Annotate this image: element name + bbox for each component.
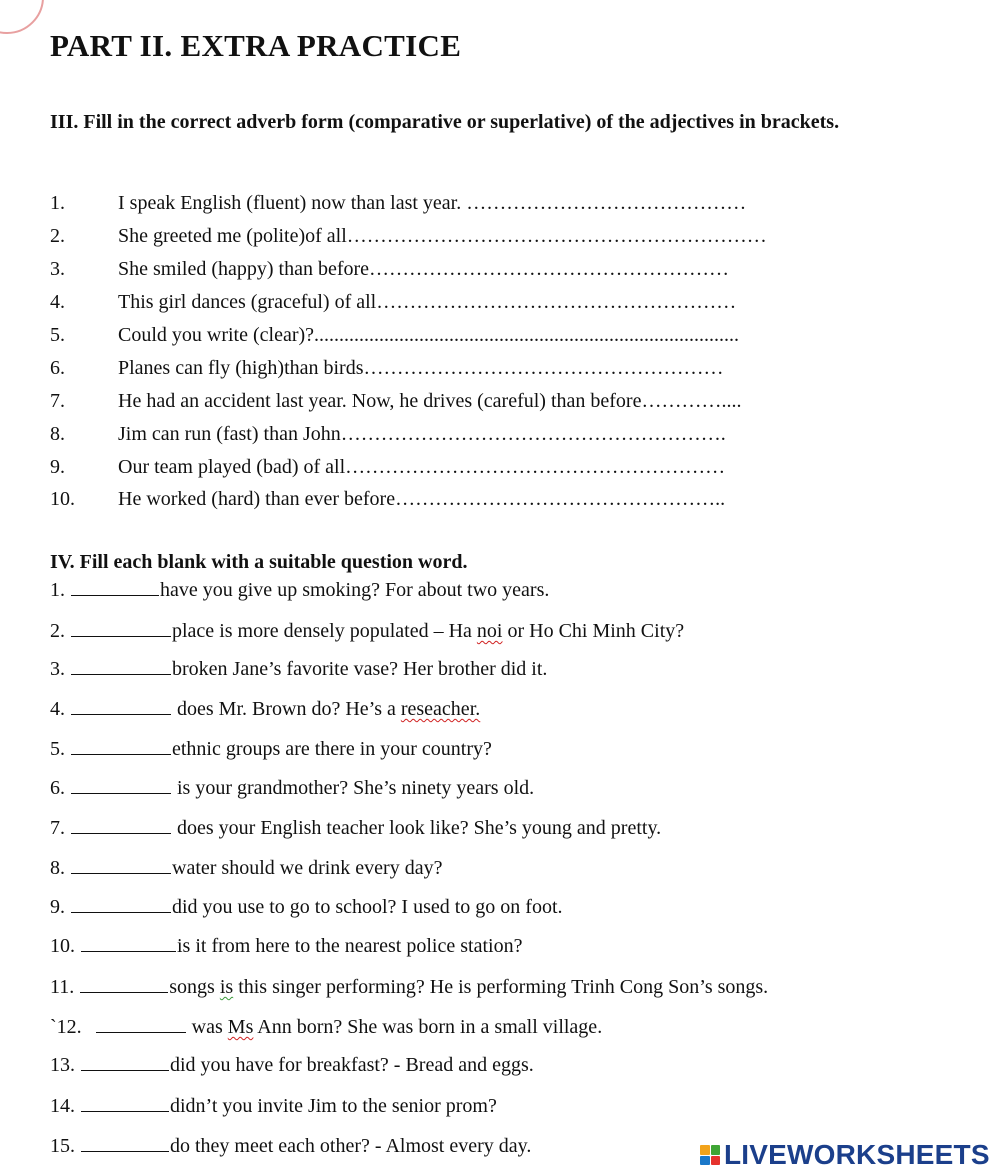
item-text: Our team played (bad) of all…………………………………………………: [118, 456, 726, 478]
item-number: 14.: [50, 1095, 75, 1117]
item-text: water should we drink every day?: [172, 857, 443, 879]
exercise-iii-item: [50, 257, 729, 281]
item-number: `12.: [50, 1016, 82, 1038]
item-text: have you give up smoking? For about two years.: [160, 579, 550, 601]
item-text: She smiled (happy) than before………………………………………………: [118, 258, 730, 280]
answer-blank[interactable]: [96, 1016, 186, 1033]
page-title: PART II. EXTRA PRACTICE: [50, 28, 462, 63]
answer-blank[interactable]: [71, 658, 171, 675]
item-number: 3.: [50, 658, 65, 680]
exercise-iv-item: [50, 1094, 497, 1118]
item-number: 13.: [50, 1054, 75, 1076]
answer-blank[interactable]: [71, 620, 171, 637]
item-number: 7.: [50, 390, 65, 412]
item-text: broken Jane’s favorite vase? Her brother did it.: [172, 658, 548, 680]
answer-blank[interactable]: [81, 1135, 169, 1152]
answer-blank[interactable]: [71, 777, 171, 794]
exercise-iv-item: [50, 737, 492, 761]
item-number: 6.: [50, 357, 65, 379]
liveworksheets-logo: [700, 1140, 990, 1170]
answer-blank[interactable]: [81, 1054, 169, 1071]
item-text: He worked (hard) than ever before…………………………………………..: [118, 488, 726, 510]
item-text: place is more densely populated – Ha: [172, 620, 477, 642]
item-number: 8.: [50, 857, 65, 879]
item-number: 11.: [50, 976, 75, 998]
item-text: didn’t you invite Jim to the senior prom?: [170, 1095, 497, 1117]
item-number: 15.: [50, 1135, 75, 1157]
item-number: 4.: [50, 698, 65, 720]
answer-blank[interactable]: [81, 1095, 169, 1112]
item-text: was: [186, 1016, 228, 1038]
item-text: songs: [169, 976, 220, 998]
item-number: 1.: [50, 192, 65, 214]
item-text: is it from here to the nearest police station?: [177, 935, 523, 957]
liveworksheets-logo-text: LIVEWORKSHEETS: [724, 1139, 990, 1170]
exercise-iv-item: [50, 1053, 534, 1077]
item-text: or Ho Chi Minh City?: [502, 620, 685, 642]
item-text: this singer performing? He is performing Trinh Cong Son’s songs.: [233, 976, 769, 998]
spellcheck-flagged-word: reseacher.: [400, 698, 481, 720]
exercise-iv-item: [50, 578, 549, 602]
answer-blank[interactable]: [81, 935, 176, 952]
item-number: 1.: [50, 579, 65, 601]
exercise-iv-item: [50, 697, 480, 721]
exercise-iii-item: [50, 389, 741, 413]
exercise-iii-item: [50, 455, 725, 479]
answer-blank[interactable]: [71, 817, 171, 834]
exercise-iv-item: [50, 1134, 531, 1158]
item-text: This girl dances (graceful) of all………………………………………………: [118, 291, 737, 313]
answer-blank[interactable]: [71, 579, 159, 596]
exercise-iv-item: [50, 975, 768, 999]
item-text: does your English teacher look like? She’s young and pretty.: [172, 817, 662, 839]
exercise-iv-item: [50, 776, 534, 800]
exercise-iii-item: [50, 323, 739, 347]
exercise-iv-item: [50, 657, 547, 681]
item-text: He had an accident last year. Now, he drives (careful) than before…………....: [118, 390, 742, 412]
item-number: 5.: [50, 738, 65, 760]
exercise-iii-item: [50, 191, 746, 215]
section-iv-heading: IV. Fill each blank with a suitable question word.: [50, 551, 468, 573]
exercise-iii-item: [50, 290, 736, 314]
spellcheck-flagged-word: is: [219, 976, 234, 998]
item-number: 7.: [50, 817, 65, 839]
exercise-iii-item: [50, 422, 726, 446]
item-number: 10.: [50, 935, 75, 957]
item-text: do they meet each other? - Almost every day.: [170, 1135, 532, 1157]
answer-blank[interactable]: [71, 738, 171, 755]
exercise-iii-item: [50, 487, 725, 511]
item-number: 4.: [50, 291, 65, 313]
exercise-iv-item: [50, 856, 442, 880]
item-number: 2.: [50, 225, 65, 247]
exercise-iv-item: [50, 934, 522, 958]
item-number: 6.: [50, 777, 65, 799]
item-text: is your grandmother? She’s ninety years old.: [172, 777, 535, 799]
exercise-iv-item: [50, 895, 563, 919]
item-text: Jim can run (fast) than John………………………………………………….: [118, 423, 726, 445]
item-text: Ann born? She was born in a small village.: [253, 1016, 603, 1038]
item-text: Could you write (clear)?.....................................................................................: [118, 324, 740, 346]
item-text: does Mr. Brown do? He’s a: [172, 698, 401, 720]
exercise-iii-item: [50, 224, 767, 248]
item-text: Planes can fly (high)than birds………………………………………………: [118, 357, 724, 379]
item-text: did you use to go to school? I used to go on foot.: [172, 896, 563, 918]
answer-blank[interactable]: [71, 896, 171, 913]
corner-decoration: [0, 0, 44, 34]
exercise-iv-item: [50, 619, 684, 643]
item-text: ethnic groups are there in your country?: [172, 738, 492, 760]
item-text: did you have for breakfast? - Bread and eggs.: [170, 1054, 534, 1076]
spellcheck-flagged-word: noi: [476, 620, 503, 642]
item-number: 10.: [50, 488, 75, 510]
item-number: 2.: [50, 620, 65, 642]
answer-blank[interactable]: [80, 976, 168, 993]
item-text: She greeted me (polite)of all………………………………………………………: [118, 225, 767, 247]
item-number: 9.: [50, 456, 65, 478]
exercise-iii-item: [50, 356, 724, 380]
liveworksheets-logo-icon: [700, 1145, 720, 1165]
answer-blank[interactable]: [71, 698, 171, 715]
spellcheck-flagged-word: Ms: [227, 1016, 254, 1038]
item-number: 3.: [50, 258, 65, 280]
item-number: 8.: [50, 423, 65, 445]
section-iii-heading: III. Fill in the correct adverb form (comparative or superlative) of the adjectives in brackets.: [50, 111, 840, 133]
item-number: 9.: [50, 896, 65, 918]
exercise-iv-item: [50, 816, 661, 840]
answer-blank[interactable]: [71, 857, 171, 874]
exercise-iv-item: [50, 1015, 602, 1039]
item-number: 5.: [50, 324, 65, 346]
item-text: I speak English (fluent) now than last year. ……………………………………: [118, 192, 747, 214]
